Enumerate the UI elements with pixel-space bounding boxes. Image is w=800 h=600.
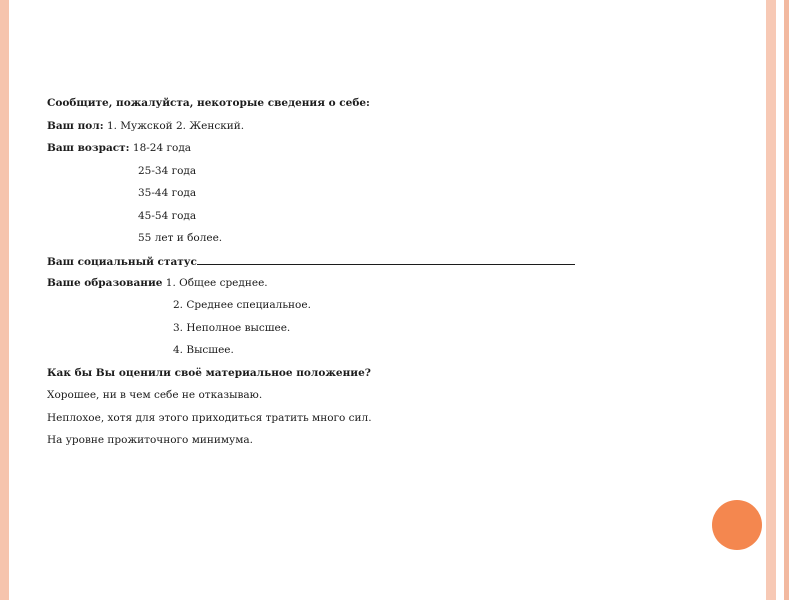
age-option: 35-44 года <box>138 187 197 199</box>
gender-options: 1. Мужской 2. Женский. <box>106 120 245 132</box>
social-status-label: Ваш социальный статус <box>47 256 197 268</box>
material-option: На уровне прожиточного минимума. <box>47 434 253 446</box>
education-row <box>47 277 268 289</box>
education-option: 2. Среднее специальное. <box>173 299 311 311</box>
age-option: 45-54 года <box>138 210 197 222</box>
education-option: 1. Общее среднее. <box>165 277 268 289</box>
survey-intro: Сообщите, пожалуйста, некоторые сведения о себе: <box>47 97 370 109</box>
right-border-stripe-thin <box>784 0 789 600</box>
age-option: 55 лет и более. <box>138 232 223 244</box>
gender-row <box>47 120 244 132</box>
accent-circle <box>712 500 762 550</box>
material-option: Неплохое, хотя для этого приходиться тратить много сил. <box>47 412 372 424</box>
age-label: Ваш возраст: <box>47 142 130 154</box>
age-option: 18-24 года <box>132 142 192 154</box>
age-option: 25-34 года <box>138 165 197 177</box>
material-option: Хорошее, ни в чем себе не отказываю. <box>47 389 263 401</box>
education-option: 3. Неполное высшее. <box>173 322 291 334</box>
material-question: Как бы Вы оценили своё материальное положение? <box>47 367 371 379</box>
left-border-stripe <box>0 0 9 600</box>
age-row <box>47 142 191 154</box>
gender-label: Ваш пол: <box>47 120 104 132</box>
education-option: 4. Высшее. <box>173 344 234 356</box>
education-label: Ваше образование <box>47 277 163 289</box>
right-border-stripe <box>766 0 776 600</box>
social-status-fill-line <box>197 255 575 265</box>
social-status-row <box>47 255 575 268</box>
